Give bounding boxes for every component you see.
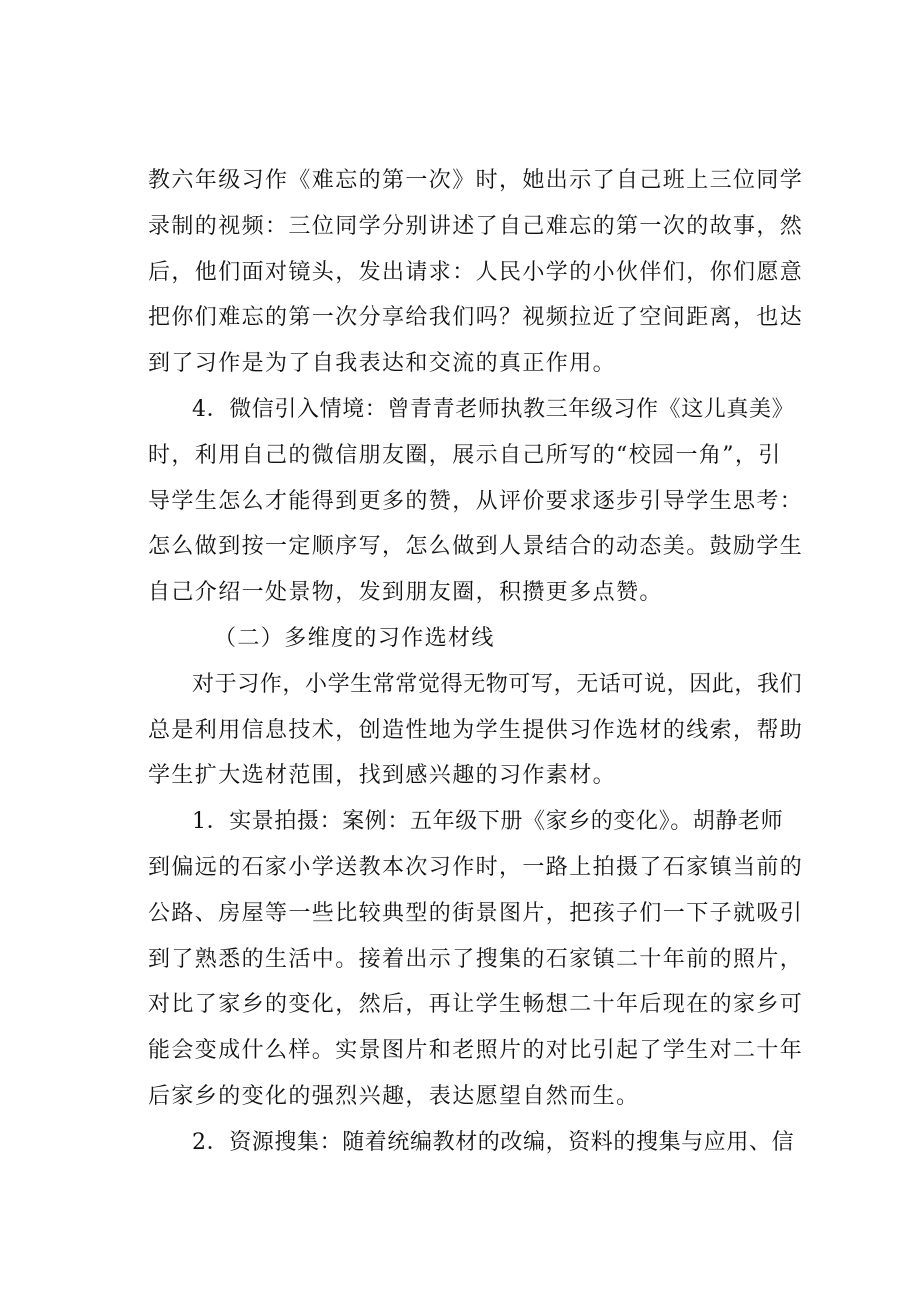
text-line: 对比了家乡的变化，然后，再让学生畅想二十年后现在的家乡可 bbox=[148, 992, 804, 1018]
text-line: 怎么做到按一定顺序写，怎么做到人景结合的动态美。鼓励学生 bbox=[148, 534, 804, 560]
text-line: 教六年级习作《难忘的第一次》时，她出示了自己班上三位同学 bbox=[148, 168, 804, 193]
text-line: 学生扩大选材范围，找到感兴趣的习作素材。 bbox=[148, 763, 617, 789]
text-line: 后家乡的变化的强烈兴趣，表达愿望自然而生。 bbox=[148, 1083, 640, 1109]
text-line: 4．微信引入情境：曾青青老师执教三年级习作《这儿真美》 bbox=[192, 396, 795, 422]
text-line: 录制的视频：三位同学分别讲述了自己难忘的第一次的故事，然 bbox=[148, 213, 804, 239]
text-line: 1．实景拍摄：案例：五年级下册《家乡的变化》。胡静老师 bbox=[192, 809, 784, 835]
text-line: 对于习作，小学生常常觉得无物可写，无话可说，因此，我们 bbox=[192, 671, 803, 697]
text-line: 后，他们面对镜头，发出请求：人民小学的小伙伴们，你们愿意 bbox=[148, 259, 804, 285]
body-text bbox=[148, 158, 808, 1166]
text-line: 到了习作是为了自我表达和交流的真正作用。 bbox=[148, 351, 617, 377]
text-line: 导学生怎么才能得到更多的赞，从评价要求逐步引导学生思考： bbox=[148, 488, 804, 514]
text-line: 把你们难忘的第一次分享给我们吗？视频拉近了空间距离，也达 bbox=[148, 305, 804, 331]
text-line: 时，利用自己的微信朋友圈，展示自己所写的“校园一角”，引 bbox=[148, 442, 782, 468]
text-line: 总是利用信息技术，创造性地为学生提供习作选材的线索，帮助 bbox=[148, 717, 804, 743]
section-heading: （二）多维度的习作选材线 bbox=[214, 625, 495, 651]
text-line: 公路、房屋等一些比较典型的街景图片，把孩子们一下子就吸引 bbox=[148, 900, 804, 926]
text-line: 2．资源搜集：随着统编教材的改编，资料的搜集与应用、信 bbox=[192, 1129, 795, 1155]
text-line: 能会变成什么样。实景图片和老照片的对比引起了学生对二十年 bbox=[148, 1038, 804, 1064]
text-line: 到了熟悉的生活中。接着出示了搜集的石家镇二十年前的照片， bbox=[148, 946, 804, 972]
text-line: 到偏远的石家小学送教本次习作时，一路上拍摄了石家镇当前的 bbox=[148, 854, 804, 880]
text-line: 自己介绍一处景物，发到朋友圈，积攒更多点赞。 bbox=[148, 580, 663, 606]
